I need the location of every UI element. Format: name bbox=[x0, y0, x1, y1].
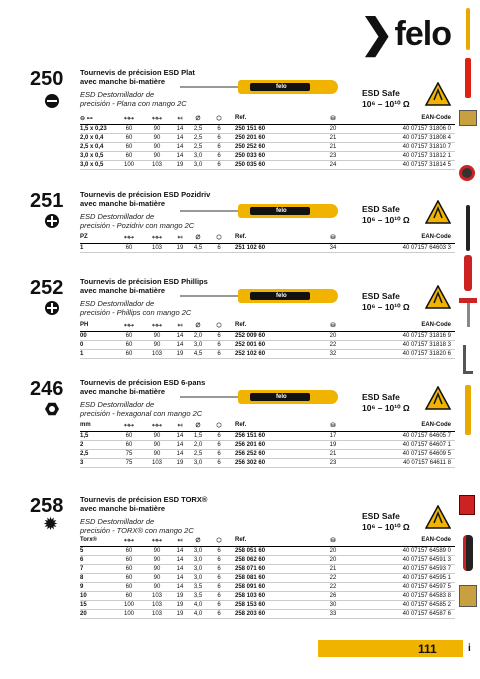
thumb-screwdriver-3-icon bbox=[459, 385, 477, 435]
table-row: 1 60 103 19 4,5 6 251 102 60 34 40 07157 64603 3 bbox=[80, 243, 455, 252]
table-header: mm ↤↦ ↤↦ ↤ ∅ ⬡ Ref. ⛁ EAN-Code bbox=[80, 420, 455, 431]
weight-icon: ⛁ bbox=[330, 234, 336, 241]
title-fr: Tournevis de précision ESD Plat avec manche bi-matière bbox=[80, 68, 195, 86]
hex-shaft-icon: ⬡ bbox=[216, 537, 222, 544]
weight-icon: ⛁ bbox=[330, 115, 336, 122]
thumb-t-handle-icon bbox=[459, 298, 477, 328]
handle-diameter-icon: ↤ bbox=[177, 537, 183, 544]
table-row: 0 60 90 14 3,0 6 252 001 60 22 40 07157 31818 3 bbox=[80, 340, 455, 349]
table-header: Torx® ↤↦ ↤↦ ↤ ∅ ⬡ Ref. ⛁ EAN-Code bbox=[80, 535, 455, 546]
blade-length-icon: ↤↦ bbox=[123, 422, 135, 429]
screwdriver-image: felo bbox=[180, 388, 350, 406]
hex-tip-icon bbox=[45, 402, 59, 416]
section-number: 246 bbox=[30, 378, 64, 400]
section-number: 258 bbox=[30, 495, 64, 517]
hex-shaft-icon: ⬡ bbox=[216, 115, 222, 122]
thumb-hex-key-icon bbox=[459, 345, 477, 375]
hex-shaft-icon: ⬡ bbox=[216, 322, 222, 329]
handle-length-icon: ↤↦ bbox=[151, 537, 163, 544]
title-es: ESD Destornillador de precisión - Plana con mango 2C bbox=[80, 90, 187, 108]
handle-length-icon: ↤↦ bbox=[151, 422, 163, 429]
tip-size-icon: ⊖ ⊷ bbox=[80, 115, 93, 122]
handle-length-icon: ↤↦ bbox=[151, 115, 163, 122]
table-row: 3 75 103 19 3,0 6 256 302 60 23 40 07157 64611 8 bbox=[80, 458, 455, 467]
thumb-screwdriver-2-icon bbox=[459, 205, 477, 251]
thumb-bit-holder-icon bbox=[459, 585, 477, 611]
hex-shaft-icon: ⬡ bbox=[216, 422, 222, 429]
thumb-tape-icon bbox=[459, 165, 477, 187]
spec-table bbox=[80, 420, 455, 468]
title-fr: Tournevis de précision ESD Pozidriv avec manche bi-matière bbox=[80, 190, 211, 208]
section-258 bbox=[0, 495, 455, 635]
torx-tip-icon bbox=[45, 519, 59, 533]
table-row: 15 100 103 19 4,0 6 258 153 60 30 40 07157 64585 2 bbox=[80, 600, 455, 609]
esd-warning-icon bbox=[425, 200, 451, 224]
blade-length-icon: ↤↦ bbox=[123, 115, 135, 122]
esd-warning-icon bbox=[425, 82, 451, 106]
table-row: 9 60 90 14 3,5 6 258 091 60 22 40 07157 64597 5 bbox=[80, 582, 455, 591]
title-es: ESD Destornillador de precisión - hexagonal con mango 2C bbox=[80, 400, 203, 418]
section-number: 252 bbox=[30, 277, 64, 299]
table-row: 5 60 90 14 3,0 6 258 051 60 20 40 07157 64589 0 bbox=[80, 546, 455, 555]
table-row: 2,5 x 0,4 60 90 14 2,5 6 250 252 60 21 40 07157 31810 7 bbox=[80, 142, 455, 151]
table-row: 00 60 90 14 2,0 6 252 009 60 20 40 07157 31816 9 bbox=[80, 331, 455, 340]
table-row: 20 100 103 19 4,0 6 258 203 60 33 40 07157 64587 6 bbox=[80, 609, 455, 618]
section-246 bbox=[0, 378, 455, 478]
table-row: 1 60 103 19 4,5 6 252 102 60 32 40 07157 31820 6 bbox=[80, 349, 455, 358]
thumb-vde-screwdriver-icon bbox=[459, 58, 477, 98]
blade-length-icon: ↤↦ bbox=[123, 537, 135, 544]
esd-safe-label: ESD Safe 10⁶ – 10¹⁰ Ω bbox=[362, 204, 410, 225]
pozidriv-tip-icon bbox=[45, 214, 59, 228]
thumb-case-icon bbox=[459, 495, 477, 519]
thumb-pliers-icon bbox=[459, 535, 477, 571]
page-number-bar bbox=[318, 640, 463, 657]
esd-safe-label: ESD Safe 10⁶ – 10¹⁰ Ω bbox=[362, 291, 410, 312]
section-252 bbox=[0, 277, 455, 367]
thumb-screwdriver-icon bbox=[459, 8, 477, 50]
section-250 bbox=[0, 68, 455, 178]
chevron-logo-icon: ❯ bbox=[360, 12, 393, 56]
table-row: 1,5 60 90 14 1,5 6 256 151 60 17 40 07157 64605 7 bbox=[80, 431, 455, 440]
table-row: 3,0 x 0,5 100 103 19 3,0 6 250 035 60 24 40 07157 31814 5 bbox=[80, 160, 455, 169]
blade-length-icon: ↤↦ bbox=[123, 234, 135, 241]
page-section-marker: i bbox=[468, 643, 471, 654]
felo-logo bbox=[360, 14, 451, 54]
esd-safe-label: ESD Safe 10⁶ – 10¹⁰ Ω bbox=[362, 88, 410, 109]
spec-table bbox=[80, 535, 455, 619]
screwdriver-image: felo bbox=[180, 287, 350, 305]
title-fr: Tournevis de précision ESD 6-pans avec manche bi-matière bbox=[80, 378, 206, 396]
blade-length-icon: ↤↦ bbox=[123, 322, 135, 329]
table-row: 2,5 75 90 14 2,5 6 256 252 60 21 40 07157 64609 5 bbox=[80, 449, 455, 458]
table-row: 6 60 90 14 3,0 6 258 062 60 20 40 07157 64591 3 bbox=[80, 555, 455, 564]
table-row: 7 60 90 14 3,0 6 258 071 60 21 40 07157 64593 7 bbox=[80, 564, 455, 573]
table-header: PH ↤↦ ↤↦ ↤ ∅ ⬡ Ref. ⛁ EAN-Code bbox=[80, 320, 455, 331]
table-row: 10 60 103 19 3,5 6 258 103 60 26 40 07157 64583 8 bbox=[80, 591, 455, 600]
thumb-bit-set-icon bbox=[459, 110, 477, 132]
brand-name: felo bbox=[394, 14, 451, 53]
screwdriver-image: felo bbox=[180, 78, 350, 96]
section-251 bbox=[0, 190, 455, 260]
table-row: 8 60 90 14 3,0 6 258 081 60 22 40 07157 64595 1 bbox=[80, 573, 455, 582]
table-row: 1,5 x 0,23 60 90 14 2,5 6 250 151 60 20 40 07157 31806 0 bbox=[80, 124, 455, 133]
weight-icon: ⛁ bbox=[330, 537, 336, 544]
handle-diameter-icon: ↤ bbox=[177, 322, 183, 329]
table-row: 3,0 x 0,5 60 90 14 3,0 6 250 033 60 23 40 07157 31812 1 bbox=[80, 151, 455, 160]
section-number: 250 bbox=[30, 68, 64, 90]
page-number: 111 bbox=[418, 642, 437, 656]
title-fr: Tournevis de précision ESD TORX® avec manche bi-matière bbox=[80, 495, 208, 513]
handle-length-icon: ↤↦ bbox=[151, 234, 163, 241]
phillips-tip-icon bbox=[45, 301, 59, 315]
esd-safe-label: ESD Safe 10⁶ – 10¹⁰ Ω bbox=[362, 511, 410, 532]
table-header: PZ ↤↦ ↤↦ ↤ ∅ ⬡ Ref. ⛁ EAN-Code bbox=[80, 232, 455, 243]
weight-icon: ⛁ bbox=[330, 422, 336, 429]
title-es: ESD Destornillador de precisión - Pozidriv con mango 2C bbox=[80, 212, 195, 230]
table-row: 2,0 x 0,4 60 90 14 2,5 6 250 201 60 21 40 07157 31808 4 bbox=[80, 133, 455, 142]
esd-warning-icon bbox=[425, 285, 451, 309]
table-row: 2 60 90 14 2,0 6 256 201 60 19 40 07157 64607 1 bbox=[80, 440, 455, 449]
thumb-ratchet-icon bbox=[459, 255, 477, 291]
hex-shaft-icon: ⬡ bbox=[216, 234, 222, 241]
slotted-tip-icon bbox=[45, 94, 59, 108]
esd-safe-label: ESD Safe 10⁶ – 10¹⁰ Ω bbox=[362, 392, 410, 413]
title-es: ESD Destornillador de precisión - TORX® con mango 2C bbox=[80, 517, 194, 535]
title-fr: Tournevis de précision ESD Phillips avec manche bi-matière bbox=[80, 277, 208, 295]
spec-table bbox=[80, 232, 455, 253]
section-number: 251 bbox=[30, 190, 64, 212]
title-es: ESD Destornillador de precisión - Phillips con mango 2C bbox=[80, 299, 192, 317]
handle-length-icon: ↤↦ bbox=[151, 322, 163, 329]
handle-diameter-icon: ↤ bbox=[177, 234, 183, 241]
handle-diameter-icon: ↤ bbox=[177, 115, 183, 122]
weight-icon: ⛁ bbox=[330, 322, 336, 329]
esd-warning-icon bbox=[425, 505, 451, 529]
screwdriver-image: felo bbox=[180, 202, 350, 220]
table-header: ⊖ ⊷ ↤↦ ↤↦ ↤ ∅ ⬡ Ref. ⛁ EAN-Code bbox=[80, 113, 455, 124]
spec-table bbox=[80, 113, 455, 170]
spec-table bbox=[80, 320, 455, 359]
handle-diameter-icon: ↤ bbox=[177, 422, 183, 429]
esd-warning-icon bbox=[425, 386, 451, 410]
